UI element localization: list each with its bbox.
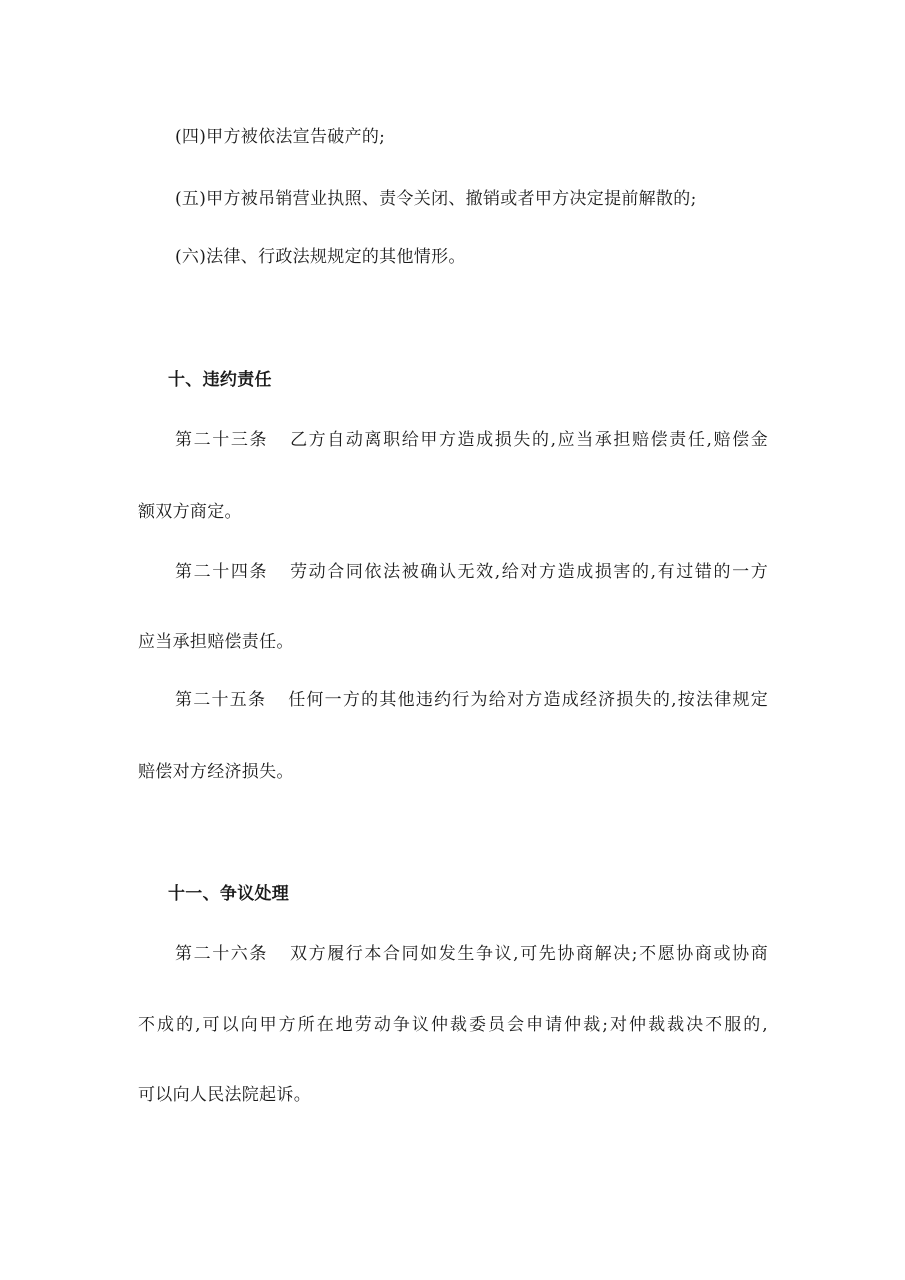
article-23-number: 第二十三条 xyxy=(175,430,269,450)
article-23-line-1 xyxy=(175,428,768,452)
article-26-line-2: 不成的,可以向甲方所在地劳动争议仲裁委员会申请仲裁;对仲裁裁决不服的, xyxy=(138,1015,768,1035)
article-23-text: 乙方自动离职给甲方造成损失的,应当承担赔偿责任,赔偿金 xyxy=(290,430,769,450)
article-26-line-3: 可以向人民法院起诉。 xyxy=(138,1085,311,1105)
article-23-line-2: 额双方商定。 xyxy=(138,502,242,522)
article-25-number: 第二十五条 xyxy=(175,690,267,710)
list-item-4: (四)甲方被依法宣告破产的; xyxy=(175,127,386,147)
article-26-number: 第二十六条 xyxy=(175,944,268,964)
article-24-line-2: 应当承担赔偿责任。 xyxy=(138,632,294,652)
article-25-text: 任何一方的其他违约行为给对方造成经济损失的,按法律规定 xyxy=(288,690,768,710)
article-25-line-1 xyxy=(175,688,768,712)
article-24-text: 劳动合同依法被确认无效,给对方造成损害的,有过错的一方 xyxy=(290,562,769,582)
article-26-line-1 xyxy=(175,942,768,966)
list-item-5: (五)甲方被吊销营业执照、责令关闭、撤销或者甲方决定提前解散的; xyxy=(175,189,697,209)
article-25-line-2: 赔偿对方经济损失。 xyxy=(138,762,294,782)
list-item-6: (六)法律、行政法规规定的其他情形。 xyxy=(175,247,466,267)
section-heading-10: 十、违约责任 xyxy=(168,370,272,390)
article-24-number: 第二十四条 xyxy=(175,562,269,582)
section-heading-11: 十一、争议处理 xyxy=(168,884,290,904)
article-26-text: 双方履行本合同如发生争议,可先协商解决;不愿协商或协商 xyxy=(290,944,769,964)
article-24-line-1 xyxy=(175,560,768,584)
